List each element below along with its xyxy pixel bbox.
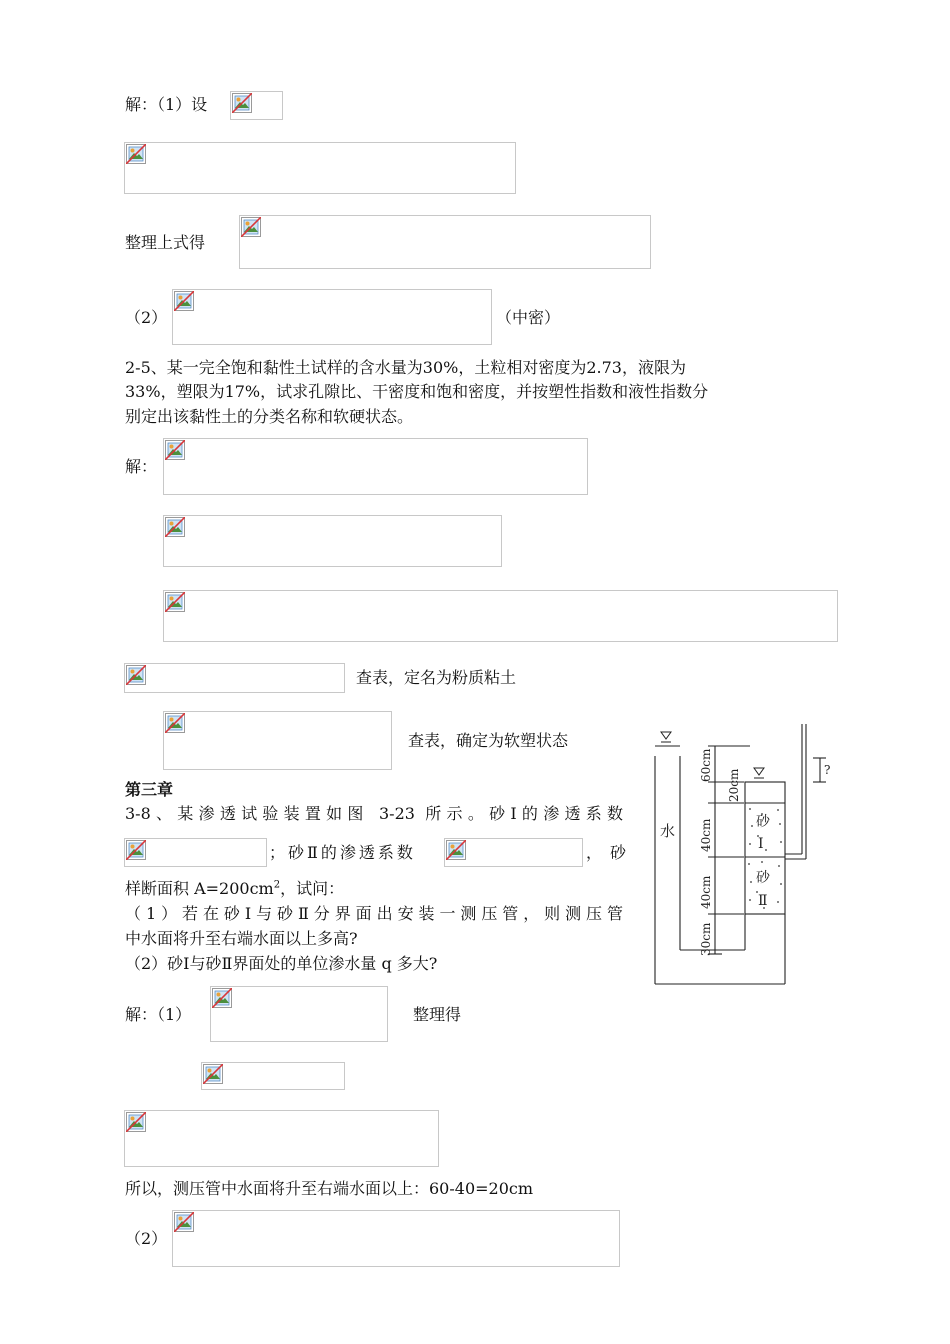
- density-state-label: （中密）: [496, 308, 561, 327]
- question-3-8-sub-2: （2）砂Ⅰ与砂Ⅱ界面处的单位渗水量 q 多大?: [125, 954, 438, 973]
- broken-image-icon: [174, 1212, 194, 1232]
- seepage-apparatus-figure: [640, 724, 840, 986]
- broken-image-icon: [232, 93, 252, 113]
- formula-image: [444, 838, 583, 867]
- broken-image-icon: [212, 988, 232, 1008]
- formula-image: [124, 1110, 439, 1167]
- formula-image: [163, 590, 838, 642]
- chapter-title: 第三章: [125, 780, 174, 799]
- water-label: 水: [660, 822, 676, 840]
- conclusion-text: 所以，测压管中水面将升至右端水面以上：60-40=20cm: [125, 1179, 534, 1198]
- question-2-5-line-2: 33%，塑限为17%，试求孔隙比、干密度和饱和密度，并按塑性指数和液性指数分: [125, 382, 709, 401]
- consistency-result: 查表，确定为软塑状态: [408, 731, 569, 750]
- organize-label: 整理得: [413, 1005, 462, 1024]
- broken-image-icon: [126, 144, 146, 164]
- part-2-label: （2）: [125, 308, 168, 327]
- broken-image-icon: [446, 840, 466, 860]
- question-3-8-line-2-mid: ；砂Ⅱ的渗透系数: [269, 843, 416, 862]
- broken-image-icon: [165, 592, 185, 612]
- part-2-label: （2）: [125, 1229, 168, 1248]
- broken-image-icon: [165, 713, 185, 733]
- sand-2-numeral: Ⅱ: [758, 893, 768, 909]
- solution-1-label: 解：（1）设: [125, 95, 208, 114]
- sand-2-label: 砂: [756, 870, 770, 886]
- broken-image-icon: [165, 440, 185, 460]
- question-3-8-line-3: 样断面积 $A=200cm^2$，试问：: [125, 879, 345, 898]
- question-3-8-sub-1-line-1: （1）若在砂Ⅰ与砂Ⅱ分界面出安装一测压管，则测压管: [125, 904, 623, 923]
- broken-image-icon: [126, 665, 146, 685]
- formula-image: [163, 711, 392, 770]
- formula-image: [124, 142, 516, 194]
- dimension-30: 30cm: [699, 922, 713, 956]
- solution-1-label: 解：（1）: [125, 1005, 192, 1024]
- dimension-60: 60cm: [699, 748, 713, 782]
- formula-image: [210, 986, 388, 1042]
- question-2-5-line-3: 别定出该黏性土的分类名称和软硬状态。: [125, 407, 414, 426]
- broken-image-icon: [165, 517, 185, 537]
- question-2-5-line-1: 2-5、某一完全饱和黏性土试样的含水量为30%，土粒相对密度为2.73，液限为: [125, 358, 686, 377]
- dimension-40-lower: 40cm: [699, 875, 713, 909]
- dimension-40-upper: 40cm: [699, 818, 713, 852]
- question-3-8-line-2-end: ，砂: [586, 843, 635, 862]
- formula-image: [172, 1210, 620, 1267]
- question-3-8-sub-1-line-2: 中水面将升至右端水面以上多高?: [125, 929, 358, 948]
- formula-image: [172, 289, 492, 345]
- solution-label: 解：: [125, 457, 158, 476]
- classification-result: 查表，定名为粉质粘土: [356, 668, 517, 687]
- formula-image: [239, 215, 651, 269]
- organize-label: 整理上式得: [125, 233, 206, 252]
- broken-image-icon: [126, 840, 146, 860]
- broken-image-icon: [203, 1064, 223, 1084]
- formula-image: [201, 1062, 345, 1090]
- formula-image: [124, 838, 267, 867]
- formula-image: [124, 663, 345, 693]
- formula-image: [163, 515, 502, 567]
- sand-1-label: 砂: [756, 814, 770, 830]
- broken-image-icon: [126, 1112, 146, 1132]
- broken-image-icon: [174, 291, 194, 311]
- sand-1-numeral: Ⅰ: [758, 836, 764, 852]
- question-3-8-line-1: 3-8、某渗透试验装置如图 3-23 所示。砂Ⅰ的渗透系数: [125, 804, 623, 823]
- dimension-20: 20cm: [727, 768, 741, 802]
- broken-image-icon: [241, 217, 261, 237]
- formula-image: [163, 438, 588, 495]
- formula-image: [230, 91, 283, 120]
- unknown-height-label: ?: [824, 763, 831, 777]
